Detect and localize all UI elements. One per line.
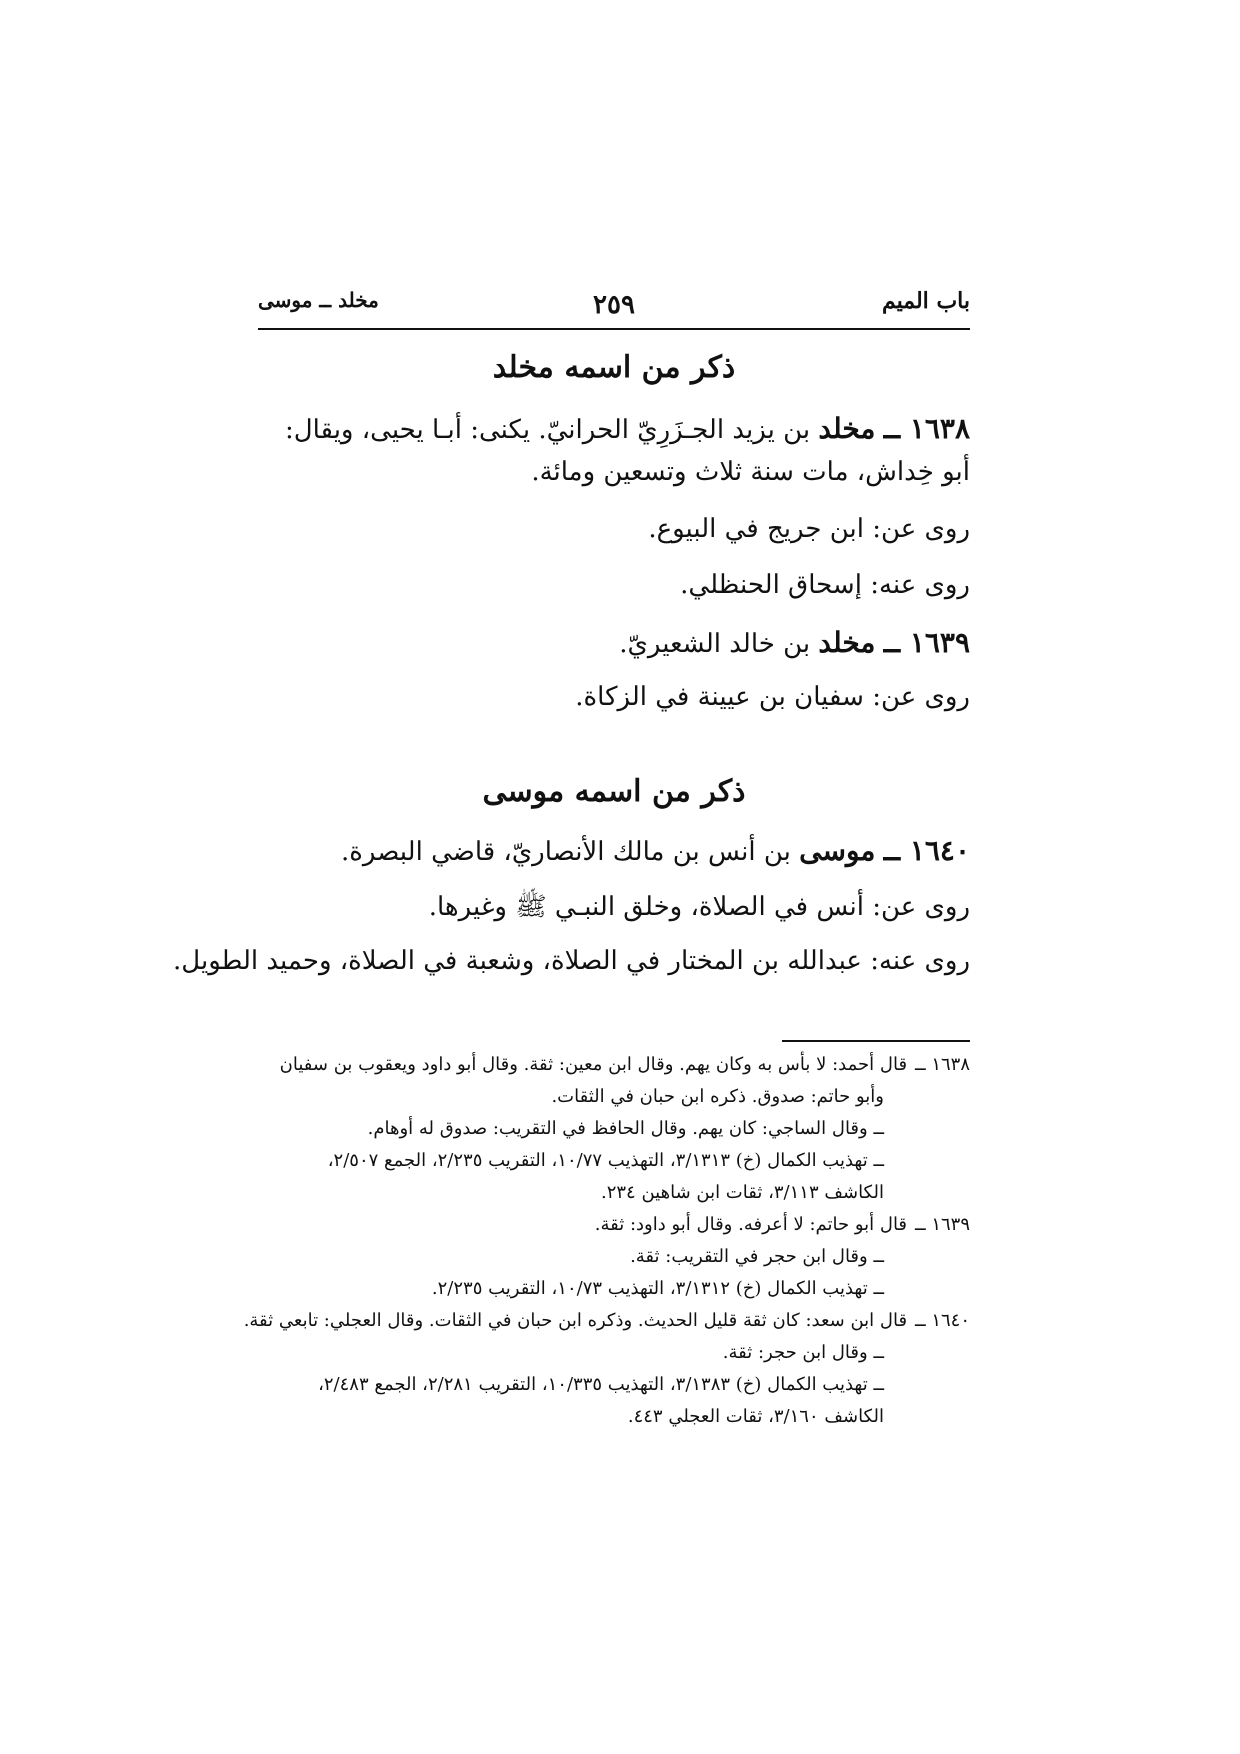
entry-text: بن خالد الشعيريّ. xyxy=(619,629,811,659)
entry-name: موسى xyxy=(799,834,876,867)
footnote-number: ١٦٣٩ ــ xyxy=(915,1214,970,1235)
footnote-separator xyxy=(782,1040,970,1042)
footnote-1640-line-3: ــ تهذيب الكمال (خ) ٣/١٣٨٣، التهذيب ١٠/٣٣٥، التقريب ٢/٢٨١، الجمع ٢/٤٨٣، xyxy=(318,1374,884,1395)
footnote-text: قال أبو حاتم: لا أعرفه. وقال أبو داود: ثقة. xyxy=(594,1214,908,1235)
footnote-1639-line-1 xyxy=(250,1214,970,1235)
footnote-1640-line-4: الكاشف ٣/١٦٠، ثقات العجلي ٤٤٣. xyxy=(627,1406,884,1427)
footnote-1638-line-2: وأبو حاتم: صدوق. ذكره ابن حبان في الثقات. xyxy=(551,1086,884,1107)
entry-1638 xyxy=(270,412,970,445)
page-number: ٢٥٩ xyxy=(593,290,635,320)
running-header xyxy=(258,288,970,330)
entry-text: بن يزيد الجـزَرِيّ الحرانيّ. يكنى: أبـا يحيى، ويقال: xyxy=(284,415,811,445)
entry-range: مخلد ــ موسى xyxy=(258,288,379,312)
footnote-1638-line-5: الكاشف ٣/١١٣، ثقات ابن شاهين ٢٣٤. xyxy=(600,1182,884,1203)
section-title-mukhallad: ذكر من اسمه مخلد xyxy=(492,350,736,385)
entry-text: بن أنس بن مالك الأنصاريّ، قاضي البصرة. xyxy=(341,837,791,867)
footnote-1638-line-4: ــ تهذيب الكمال (خ) ٣/١٣١٣، التهذيب ١٠/٧٧، التقريب ٢/٢٣٥، الجمع ٢/٥٠٧، xyxy=(327,1150,884,1171)
entry-1639 xyxy=(270,626,970,659)
footnote-text: قال ابن سعد: كان ثقة قليل الحديث. وذكره ابن حبان في الثقات. وقال العجلي: تابعي ثقة. xyxy=(243,1310,908,1331)
chapter-title: باب الميم xyxy=(881,288,970,314)
footnote-number: ١٦٣٨ ــ xyxy=(915,1054,970,1075)
footnote-1640-line-1 xyxy=(243,1310,970,1331)
entry-name: مخلد xyxy=(818,412,876,445)
entry-1640-riwaya-an: روى عن: أنس في الصلاة، وخلق النبـي ﷺ وغيرها. xyxy=(428,892,970,922)
entry-number: ١٦٣٨ ــ xyxy=(883,412,970,445)
footnote-1639-line-3: ــ تهذيب الكمال (خ) ٣/١٣١٢، التهذيب ١٠/٧٣، التقريب ٢/٢٣٥. xyxy=(431,1278,884,1299)
footnote-text: قال أحمد: لا بأس به وكان يهم. وقال ابن معين: ثقة. وقال أبو داود ويعقوب بن سفيان xyxy=(279,1054,908,1075)
entry-1639-riwaya-an: روى عن: سفيان بن عيينة في الزكاة. xyxy=(575,682,970,712)
footnote-1639-line-2: ــ وقال ابن حجر في التقريب: ثقة. xyxy=(630,1246,884,1267)
entry-number: ١٦٤٠ ــ xyxy=(883,834,970,867)
footnote-1638-line-3: ــ وقال الساجي: كان يهم. وقال الحافظ في التقريب: صدوق له أوهام. xyxy=(367,1118,884,1139)
entry-1640-riwaya-anhu: روى عنه: عبدالله بن المختار في الصلاة، وشعبة في الصلاة، وحميد الطويل. xyxy=(173,946,970,976)
section-title-musa: ذكر من اسمه موسى xyxy=(482,774,746,809)
entry-1638-riwaya-anhu: روى عنه: إسحاق الحنظلي. xyxy=(680,570,970,600)
footnote-number: ١٦٤٠ ــ xyxy=(915,1310,970,1331)
entry-1640 xyxy=(270,834,970,867)
entry-1638-continuation: أبو خِداش، مات سنة ثلاث وتسعين ومائة. xyxy=(531,457,970,487)
entry-1638-riwaya-an: روى عن: ابن جريج في البيوع. xyxy=(648,514,970,544)
entry-number: ١٦٣٩ ــ xyxy=(883,626,970,659)
entry-name: مخلد xyxy=(818,626,876,659)
footnote-1640-line-2: ــ وقال ابن حجر: ثقة. xyxy=(722,1342,884,1363)
footnote-1638-line-1 xyxy=(250,1054,970,1075)
